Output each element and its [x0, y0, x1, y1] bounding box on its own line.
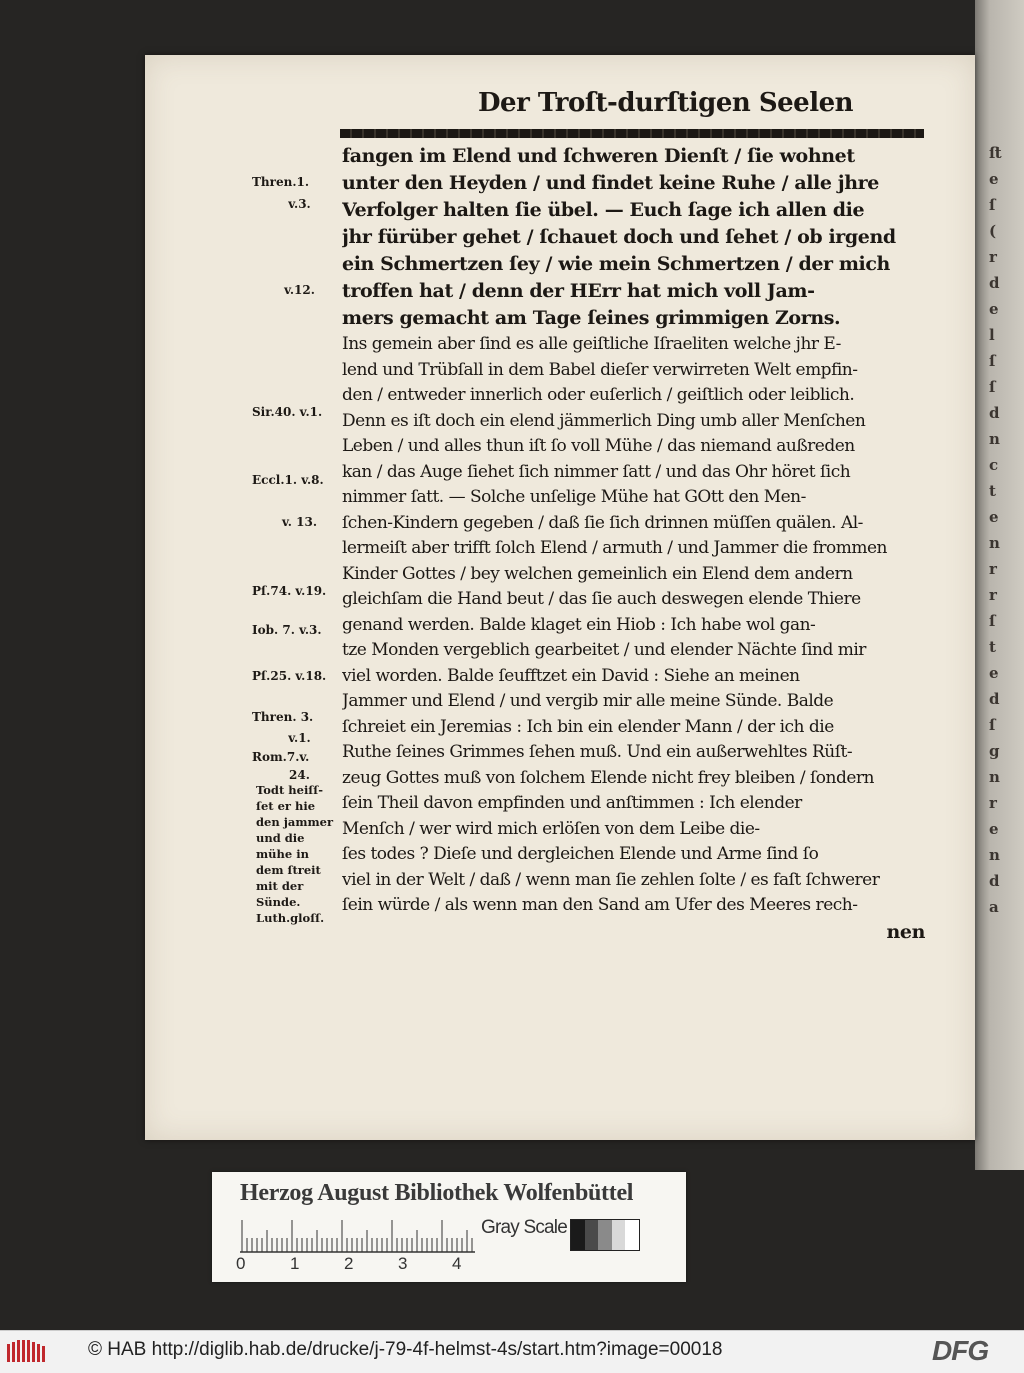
main-text-block [342, 143, 927, 946]
text-line: jhr fürüber gehet / ſchauet doch und ſehet / ob irgend [342, 226, 896, 248]
adjacent-glyph: r [989, 560, 996, 578]
text-line: ſein Theil davon empfinden und anſtimmen : Ich elender [342, 793, 802, 813]
adjacent-glyph: l [989, 326, 994, 344]
adjacent-glyph: d [989, 274, 999, 292]
gray-swatch [612, 1220, 626, 1250]
gloss-line: dem ſtreit [256, 863, 321, 877]
margin-reference: Thren.1. [252, 175, 310, 189]
hab-logo-icon [6, 1340, 46, 1368]
text-line: gleichſam die Hand beut / das ſie auch deswegen elende Thiere [342, 589, 861, 609]
adjacent-glyph: e [989, 300, 998, 318]
text-line: viel in der Welt / daß / wenn man ſie zehlen ſolte / es faſt ſchwerer [342, 869, 880, 890]
adjacent-page-fragments [989, 140, 1019, 920]
text-line: lermeiſt aber trifft ſolch Elend / armuth / und Jammer die frommen [342, 538, 887, 558]
adjacent-glyph: n [989, 846, 999, 864]
ruler-number: 0 [236, 1254, 246, 1273]
text-line: nen [886, 920, 925, 943]
adjacent-glyph: e [989, 170, 998, 188]
text-line: fangen im Elend und ſchweren Dienſt / ſie wohnet [342, 145, 855, 167]
text-line: Denn es iſt doch ein elend jämmerlich Ding umb aller Menſchen [342, 410, 866, 431]
library-name: Herzog August Bibliothek Wolfenbüttel [240, 1180, 634, 1206]
margin-reference: Eccl.1. v.8. [252, 473, 324, 487]
margin-reference: Pſ.74. v.19. [252, 584, 327, 598]
margin-reference: v.1. [288, 731, 311, 745]
margin-reference: Sir.40. v.1. [252, 405, 323, 419]
adjacent-glyph: ſ [989, 612, 995, 630]
centimeter-ruler [240, 1218, 475, 1254]
header-rule [340, 129, 924, 138]
text-line: ſchreiet ein Jeremias : Ich bin ein elender Mann / der ich die [342, 716, 834, 737]
adjacent-glyph: d [989, 872, 999, 890]
adjacent-glyph: t [989, 638, 995, 656]
margin-gloss [256, 782, 344, 926]
text-line: kan / das Auge ſiehet ſich nimmer ſatt / und das Ohr höret ſich [342, 461, 851, 482]
gloss-line: Todt heiſſ- [256, 783, 323, 797]
gloss-line: den jammer [256, 815, 334, 829]
adjacent-glyph: r [989, 794, 996, 812]
text-line: tze Monden vergeblich gearbeitet / und elender Nächte ſind mir [342, 640, 866, 660]
margin-reference: v. 13. [282, 515, 317, 529]
adjacent-glyph: ﬅ [989, 144, 1002, 162]
text-line: Jammer und Elend / und vergib mir alle meine Sünde. Balde [342, 691, 834, 711]
text-line: Verfolger halten ſie übel. — Euch ſage ich allen die [342, 199, 865, 221]
gray-swatch [598, 1220, 612, 1250]
margin-reference: Iob. 7. v.3. [252, 623, 322, 637]
text-line: Leben / und alles thun iſt ſo voll Mühe / das niemand außreden [342, 436, 855, 456]
adjacent-glyph: r [989, 586, 996, 604]
text-line: Menſch / wer wird mich erlöſen von dem Leibe die- [342, 818, 760, 839]
adjacent-glyph: t [989, 482, 995, 500]
margin-reference: Thren. 3. [252, 710, 314, 724]
text-line: lend und Trübſall in dem Babel dieſer verwirreten Welt empfin- [342, 359, 858, 380]
text-line: genand werden. Balde klaget ein Hiob : Ich habe wol gan- [342, 614, 816, 635]
running-head: Der Troſt-durſtigen Seelen [478, 88, 854, 118]
text-line: ſes todes ? Dieſe und dergleichen Elende und Arme ſind ſo [342, 844, 819, 864]
gloss-line: und die [256, 831, 305, 845]
gloss-line: mit der [256, 879, 304, 893]
adjacent-glyph: ( [989, 222, 996, 240]
gray-scale-label: Gray Scale [481, 1217, 567, 1238]
text-line: Ruthe ſeines Grimmes ſehen muß. Und ein außerwehltes Rüſt- [342, 742, 853, 762]
adjacent-glyph: r [989, 248, 996, 266]
gray-scale-swatches [570, 1219, 640, 1251]
ruler-number: 4 [452, 1254, 462, 1273]
adjacent-glyph: d [989, 404, 999, 422]
adjacent-glyph: e [989, 820, 998, 838]
gray-swatch [625, 1220, 639, 1250]
text-line: Ins gemein aber ſind es alle geiſtliche Iſraeliten welche jhr E- [342, 334, 841, 354]
adjacent-glyph: ſ [989, 378, 995, 396]
text-line: nimmer ſatt. — Solche unſelige Mühe hat GOtt den Men- [342, 487, 806, 507]
gloss-line: Sünde. [256, 895, 301, 909]
ruler-number: 3 [398, 1254, 408, 1273]
text-line: mers gemacht am Tage ſeines grimmigen Zorns. [342, 307, 841, 329]
adjacent-glyph: n [989, 430, 999, 448]
text-line: zeug Gottes muß von ſolchem Elende nicht frey bleiben / ſondern [342, 767, 874, 788]
gloss-line: ſet er hie [256, 799, 316, 813]
text-line: viel worden. Balde ſeufftzet ein David : Siehe an meinen [342, 665, 800, 686]
text-line: unter den Heyden / und findet keine Ruhe / alle jhre [342, 172, 879, 194]
text-line: troffen hat / denn der HErr hat mich voll Jam- [342, 280, 815, 302]
adjacent-glyph: n [989, 768, 999, 786]
ruler-number: 2 [344, 1254, 354, 1273]
adjacent-glyph: e [989, 508, 998, 526]
text-line: den / entweder innerlich oder euſerlich / geiſtlich oder leiblich. [342, 385, 855, 405]
text-line: ſchen-Kindern gegeben / daß ſie ſich drinnen müſſen quälen. Al- [342, 512, 863, 533]
adjacent-glyph: n [989, 534, 999, 552]
dfg-logo: DFG [932, 1335, 989, 1366]
gray-swatch [585, 1220, 599, 1250]
adjacent-glyph: e [989, 664, 998, 682]
ruler-number: 1 [290, 1254, 300, 1273]
text-line: ein Schmertzen ſey / wie mein Schmertzen / der mich [342, 253, 890, 275]
margin-reference: Pſ.25. v.18. [252, 669, 327, 683]
color-reference-card [212, 1172, 686, 1282]
text-line: Kinder Gottes / bey welchen gemeinlich ein Elend dem andern [342, 563, 853, 584]
margin-reference: 24. [289, 768, 310, 782]
viewer-footer [0, 1330, 1024, 1373]
adjacent-glyph: c [989, 456, 998, 474]
margin-reference: Rom.7.v. [252, 750, 310, 764]
ruler-numbers [236, 1254, 486, 1276]
margin-reference: v.3. [288, 197, 311, 211]
adjacent-glyph: d [989, 690, 999, 708]
adjacent-glyph: a [989, 898, 998, 916]
adjacent-glyph: ſ [989, 352, 995, 370]
gloss-line: Luth.gloſſ. [256, 911, 325, 925]
footer-url-link[interactable]: © HAB http://diglib.hab.de/drucke/j-79-4f-helmst-4s/start.htm?image=00018 [88, 1339, 723, 1360]
margin-reference: v.12. [284, 283, 315, 297]
adjacent-page-edge [975, 0, 1024, 1170]
adjacent-glyph: g [989, 742, 999, 760]
adjacent-glyph: ſ [989, 196, 995, 214]
gray-swatch [571, 1220, 585, 1250]
adjacent-glyph: ſ [989, 716, 995, 734]
gloss-line: mühe in [256, 847, 309, 861]
text-line: ſein würde / als wenn man den Sand am Ufer des Meeres rech- [342, 895, 858, 915]
